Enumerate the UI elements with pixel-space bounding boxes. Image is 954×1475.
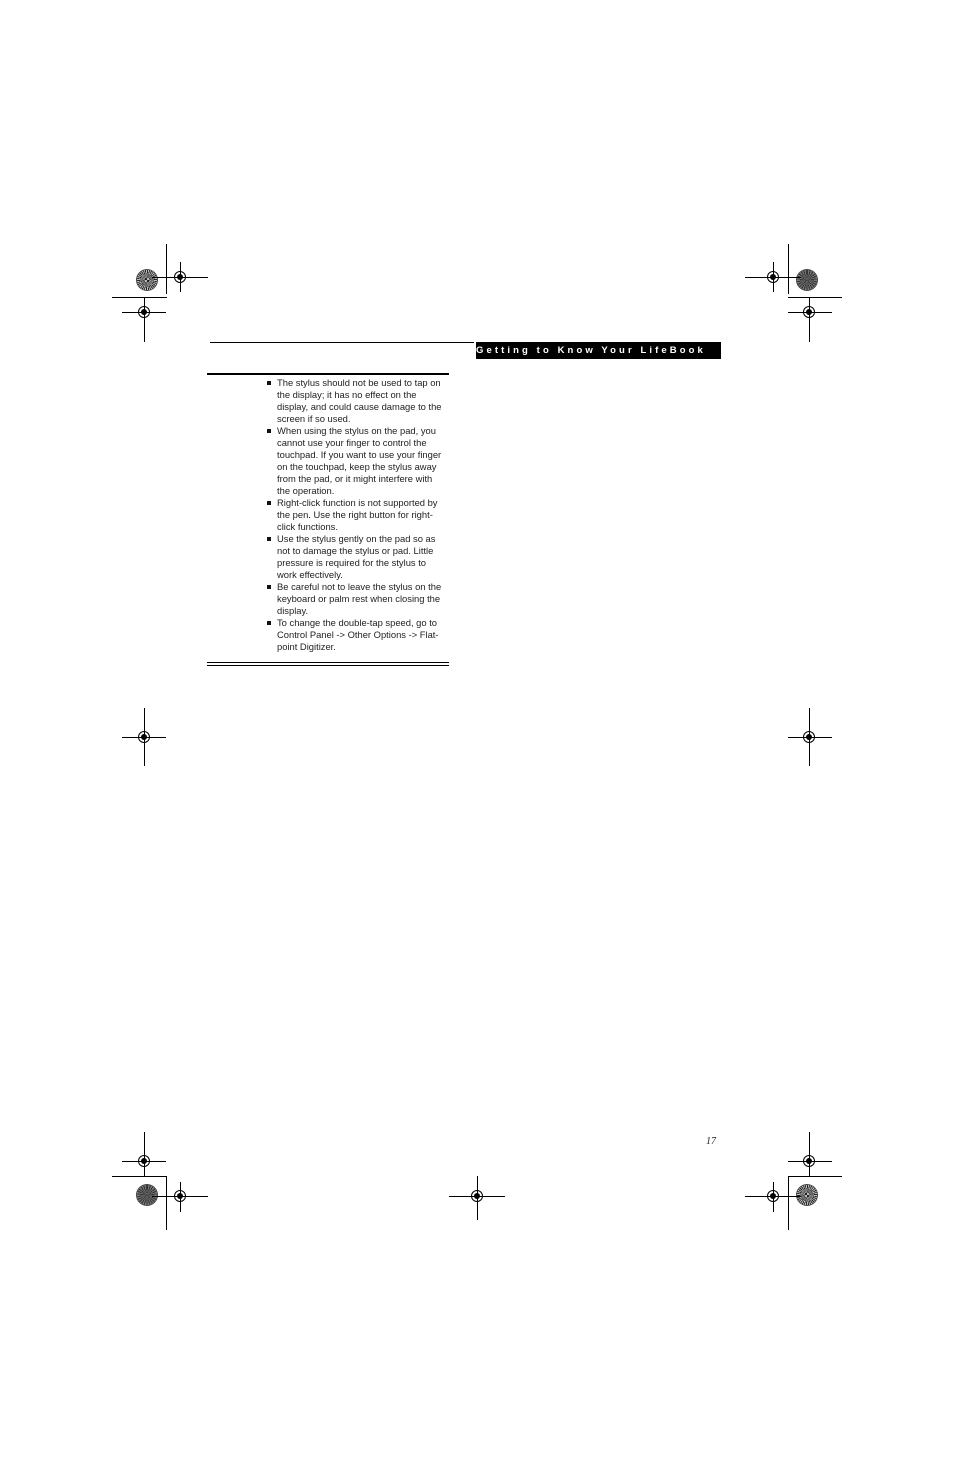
registration-star-icon	[137, 1185, 157, 1205]
list-item-text: When using the stylus on the pad, you cannot use your finger to control the touchpad. If you want to use your finger on the touchpad, keep the stylus away from the pad, or it might interfere with the operation.	[277, 425, 442, 496]
list-item	[266, 425, 446, 497]
bullet-icon	[267, 537, 271, 541]
section-header	[476, 342, 721, 359]
section-title: Getting to Know Your LifeBook	[476, 345, 706, 356]
list-item	[266, 533, 446, 581]
list-item-text: Right-click function is not supported by the pen. Use the right button for right-click functions.	[277, 497, 438, 532]
registration-target-icon	[767, 271, 779, 283]
bullet-icon	[267, 621, 271, 625]
list-item-text: Use the stylus gently on the pad so as not to damage the stylus or pad. Little pressure is required for the stylus to work effectively.	[277, 533, 436, 580]
note-bottom-rule	[207, 662, 449, 663]
registration-target-icon	[803, 731, 815, 743]
list-item	[266, 581, 446, 617]
bullet-icon	[267, 429, 271, 433]
list-item	[266, 497, 446, 533]
note-list	[266, 377, 446, 653]
registration-star-icon	[137, 270, 157, 290]
page-number: 17	[706, 1136, 716, 1147]
registration-target-icon	[138, 1155, 150, 1167]
registration-target-icon	[767, 1190, 779, 1202]
list-item-text: To change the double-tap speed, go to Control Panel -> Other Options -> Flat-point Digitizer.	[277, 617, 439, 652]
list-item-text: The stylus should not be used to tap on the display; it has no effect on the display, and could cause damage to the screen if so used.	[277, 377, 442, 424]
note-bottom-rule	[207, 665, 449, 666]
registration-target-icon	[138, 306, 150, 318]
list-item	[266, 617, 446, 653]
registration-target-icon	[174, 271, 186, 283]
note-top-rule	[207, 373, 449, 375]
list-item	[266, 377, 446, 425]
registration-target-icon	[138, 731, 150, 743]
bullet-icon	[267, 585, 271, 589]
registration-target-icon	[471, 1190, 483, 1202]
registration-star-icon	[797, 1185, 817, 1205]
bullet-icon	[267, 381, 271, 385]
registration-star-icon	[797, 270, 817, 290]
header-rule	[210, 342, 474, 343]
registration-target-icon	[803, 306, 815, 318]
list-item-text: Be careful not to leave the stylus on the keyboard or palm rest when closing the display.	[277, 581, 442, 616]
registration-target-icon	[803, 1155, 815, 1167]
registration-target-icon	[174, 1190, 186, 1202]
bullet-icon	[267, 501, 271, 505]
